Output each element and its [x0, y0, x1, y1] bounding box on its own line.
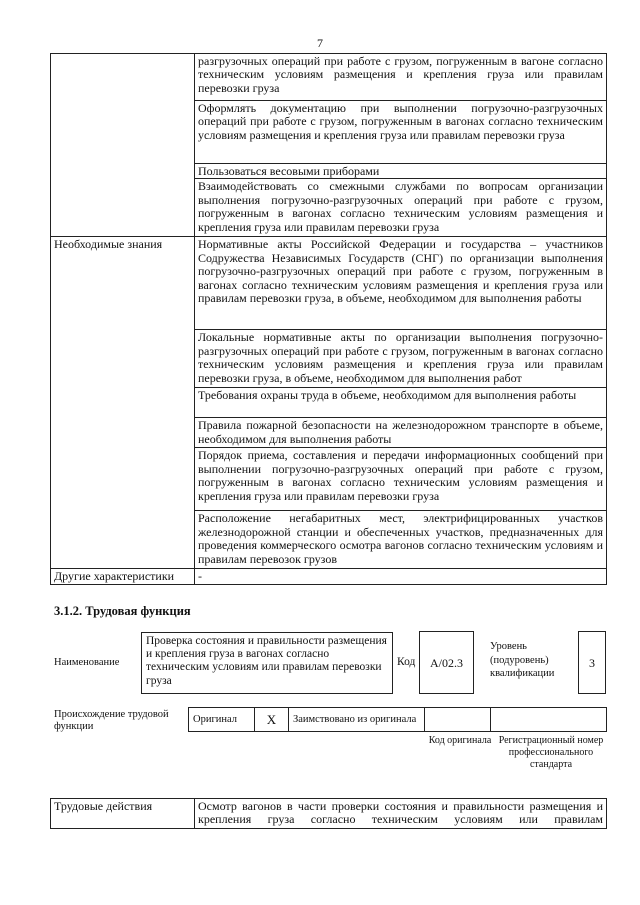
code-label: Код	[397, 656, 416, 668]
table-row	[51, 237, 607, 330]
function-name-box: Проверка состояния и правильности размещения и крепления груза в вагонах согласно техническим условиям или правилам перевозки груза	[141, 632, 393, 694]
requirement-text: разгрузочных операций при работе с грузом, погруженным в вагоне согласно техническим условиям размещения и крепления груза или правилам перевозки груза	[195, 54, 607, 101]
requirement-text: Взаимодействовать со смежными службами по вопросам организации выполнения погрузочно-разгрузочных операций при работе с грузом, погруженным в вагонах согласно техническим условиям размещения и крепления груза или правилам перевозки груза	[195, 179, 607, 237]
category-cell: Другие характеристики	[51, 569, 195, 584]
actions-table	[50, 798, 607, 829]
original-label: Оригинал	[189, 708, 255, 732]
requirement-text: Пользоваться весовыми приборами	[195, 164, 607, 179]
page-number: 7	[317, 36, 323, 50]
category-cell	[51, 54, 195, 237]
category-cell: Необходимые знания	[51, 237, 195, 569]
action-text: Осмотр вагонов в части проверки состояния и правильности размещения и крепления груза согласно техническим условиям или правилам	[195, 799, 607, 829]
requirement-text: Оформлять документацию при выполнении погрузочно-разгрузочных операций при работе с грузом, погруженным в вагонах согласно техническим условиям размещения и крепления груза или правилам перевозки груза	[195, 101, 607, 164]
requirement-text: Расположение негабаритных мест, электрифицированных участков железнодорожной станции и обеспеченных участков, предназначенных для проведения коммерческого осмотра вагонов согласно техническим условиям и правилам перевозок грузов	[195, 511, 607, 569]
reg-number-caption: Регистрационный номер профессионального стандарта	[498, 735, 604, 770]
code-value: A/02.3	[419, 631, 474, 694]
requirement-text: Требования охраны труда в объеме, необходимом для выполнения работы	[195, 388, 607, 418]
level-label: Уровень (подуровень) квалификации	[490, 641, 555, 679]
requirement-text: Правила пожарной безопасности на железнодорожном транспорте в объеме, необходимом для выполнения работы	[195, 418, 607, 448]
level-value: 3	[578, 631, 606, 694]
table-row	[51, 569, 607, 584]
category-cell: Трудовые действия	[51, 799, 195, 829]
requirement-text: Порядок приема, составления и передачи информационных сообщений при выполнении погрузочно-разгрузочных операций при работе с грузом, погруженным в вагонах согласно техническим условиям размещения и крепления груза или правилам перевозки груза	[195, 448, 607, 511]
requirement-text: -	[195, 569, 607, 584]
origin-label: Происхождение трудовой функции	[54, 709, 169, 732]
requirement-text: Нормативные акты Российской Федерации и государства – участников Содружества Независимых Государств (СНГ) по организации выполнения погрузочно-разгрузочных операций при работе с грузом, погруженным в вагонах согласно техническим условиям размещения и крепления груза или правилам перевозки груза, в объеме, необходимом для выполнения работы	[195, 237, 607, 330]
table-row	[51, 799, 607, 829]
section-title: 3.1.2. Трудовая функция	[54, 604, 191, 618]
name-label: Наименование	[54, 657, 120, 668]
requirements-table	[50, 53, 607, 585]
requirement-text: Локальные нормативные акты по организации выполнения погрузочно-разгрузочных операций при работе с грузом, погруженным в вагонах согласно техническим условиям размещения и крепления груза или правилам перевозки груза, в объеме, необходимом для выполнения работ	[195, 330, 607, 388]
code-original-caption: Код оригинала	[428, 735, 492, 746]
borrowed-label: Заимствовано из оригинала	[289, 708, 425, 732]
code-original-cell	[425, 708, 491, 732]
reg-number-cell	[491, 708, 607, 732]
table-row	[51, 54, 607, 101]
original-mark: X	[255, 708, 289, 732]
origin-table	[188, 707, 607, 732]
